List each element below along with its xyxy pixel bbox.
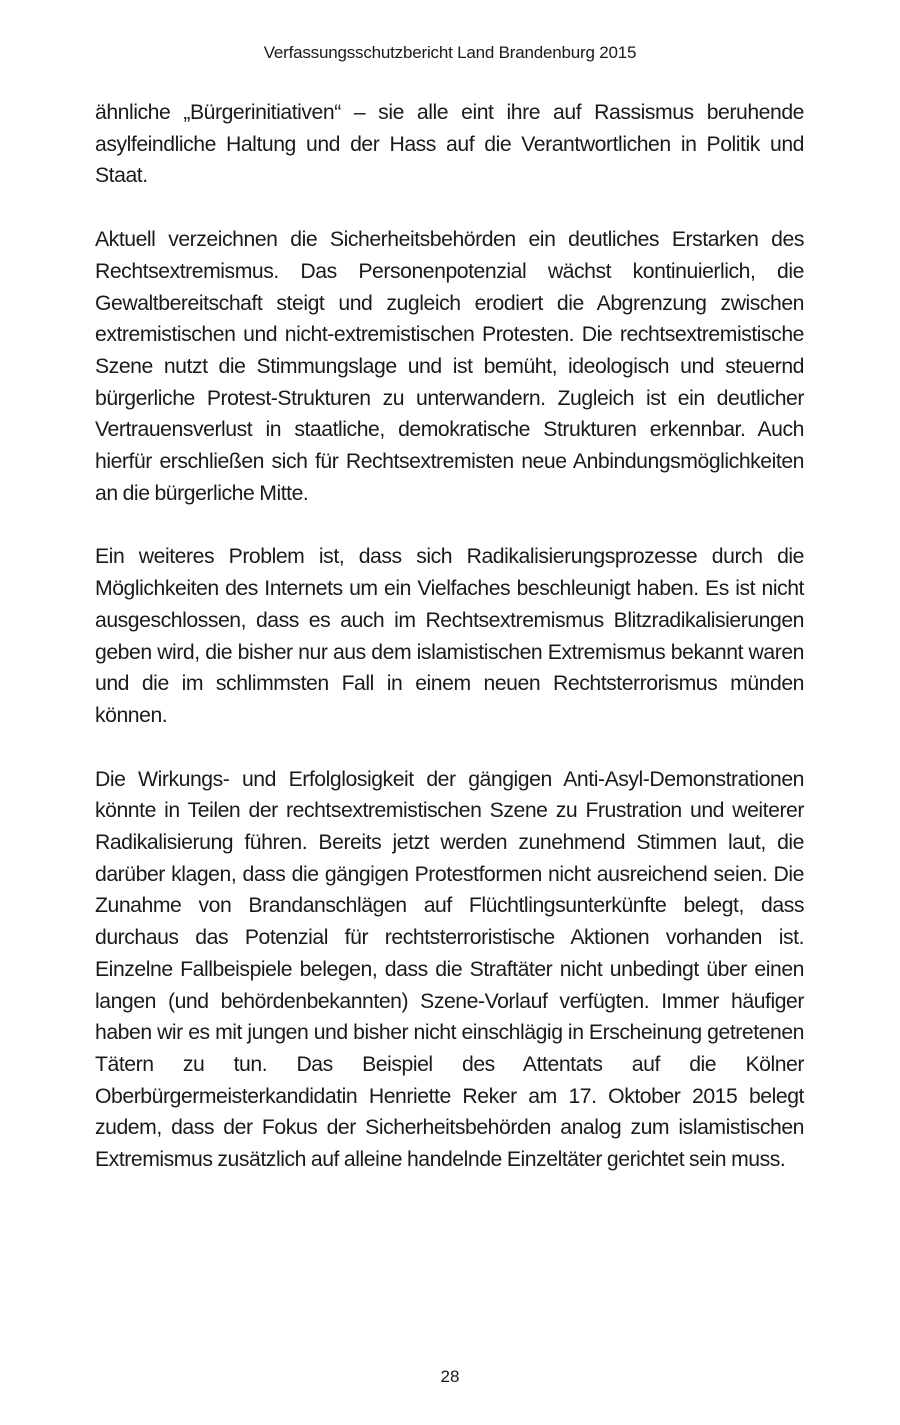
paragraph-1: ähnliche „Bürgerinitiativen“ – sie alle eint ihre auf Rassismus beruhende asylfeindliche Haltung und der Hass auf die Verantwortlichen in Politik und Staat. (95, 101, 804, 188)
running-header: Verfassungsschutzbericht Land Brandenburg 2015 (263, 43, 637, 62)
paragraph-4: Die Wirkungs- und Erfolglosigkeit der gängigen Anti-Asyl-Demonstrationen könnte in Teilen der rechtsextremistischen Szene zu Frustration und weiterer Radikalisierung führen. Bereits jetzt werden zunehmend Stimmen laut, die darüber klagen, dass die gängigen Protestformen nicht ausreichend seien. Die Zunahme von Brandanschlägen auf Flüchtlingsunterkünfte belegt, dass durchaus das Potenzial für rechtsterroristische Aktionen vorhanden ist. Einzelne Fallbeispiele belegen, dass die Straftäter nicht unbedingt über einen langen (und behördenbekannten) Szene-Vorlauf verfügten. Immer häufiger haben wir es mit jungen und bisher nicht einschlägig in Erscheinung getretenen Tätern zu tun. Das Beispiel des Attentats auf die Kölner Oberbürgermeisterkandidatin Henriette Reker am 17. Oktober 2015 belegt zudem, dass der Fokus der Sicherheitsbehörden analog zum islamistischen Extremismus zusätzlich auf alleine handelnde Einzeltäter gerichtet sein muss. (95, 767, 804, 1172)
page-number: 28 (440, 1367, 460, 1386)
body-text (95, 97, 804, 1208)
paragraph-3: Ein weiteres Problem ist, dass sich Radikalisierungsprozesse durch die Möglichkeiten des Internets um ein Vielfaches beschleunigt haben. Es ist nicht ausgeschlossen, dass es auch im Rechtsextremismus Blitzradikalisierungen geben wird, die bisher nur aus dem islamistischen Extremismus bekannt waren und die im schlimmsten Fall in einem neuen Rechtsterrorismus münden können. (95, 545, 804, 727)
paragraph-2: Aktuell verzeichnen die Sicherheitsbehörden ein deutliches Erstarken des Rechtsextremismus. Das Personenpotenzial wächst kontinuierlich, die Gewaltbereitschaft steigt und zugleich erodiert die Abgrenzung zwischen extremistischen und nicht-extremistischen Protesten. Die rechtsextremistische Szene nutzt die Stimmungslage und ist bemüht, ideologisch und steuernd bürgerliche Protest-Strukturen zu unterwandern. Zugleich ist ein deutlicher Vertrauensverlust in staatliche, demokratische Strukturen erkennbar. Auch hierfür erschließen sich für Rechtsextremisten neue Anbindungsmöglichkeiten an die bürgerliche Mitte. (95, 228, 804, 505)
